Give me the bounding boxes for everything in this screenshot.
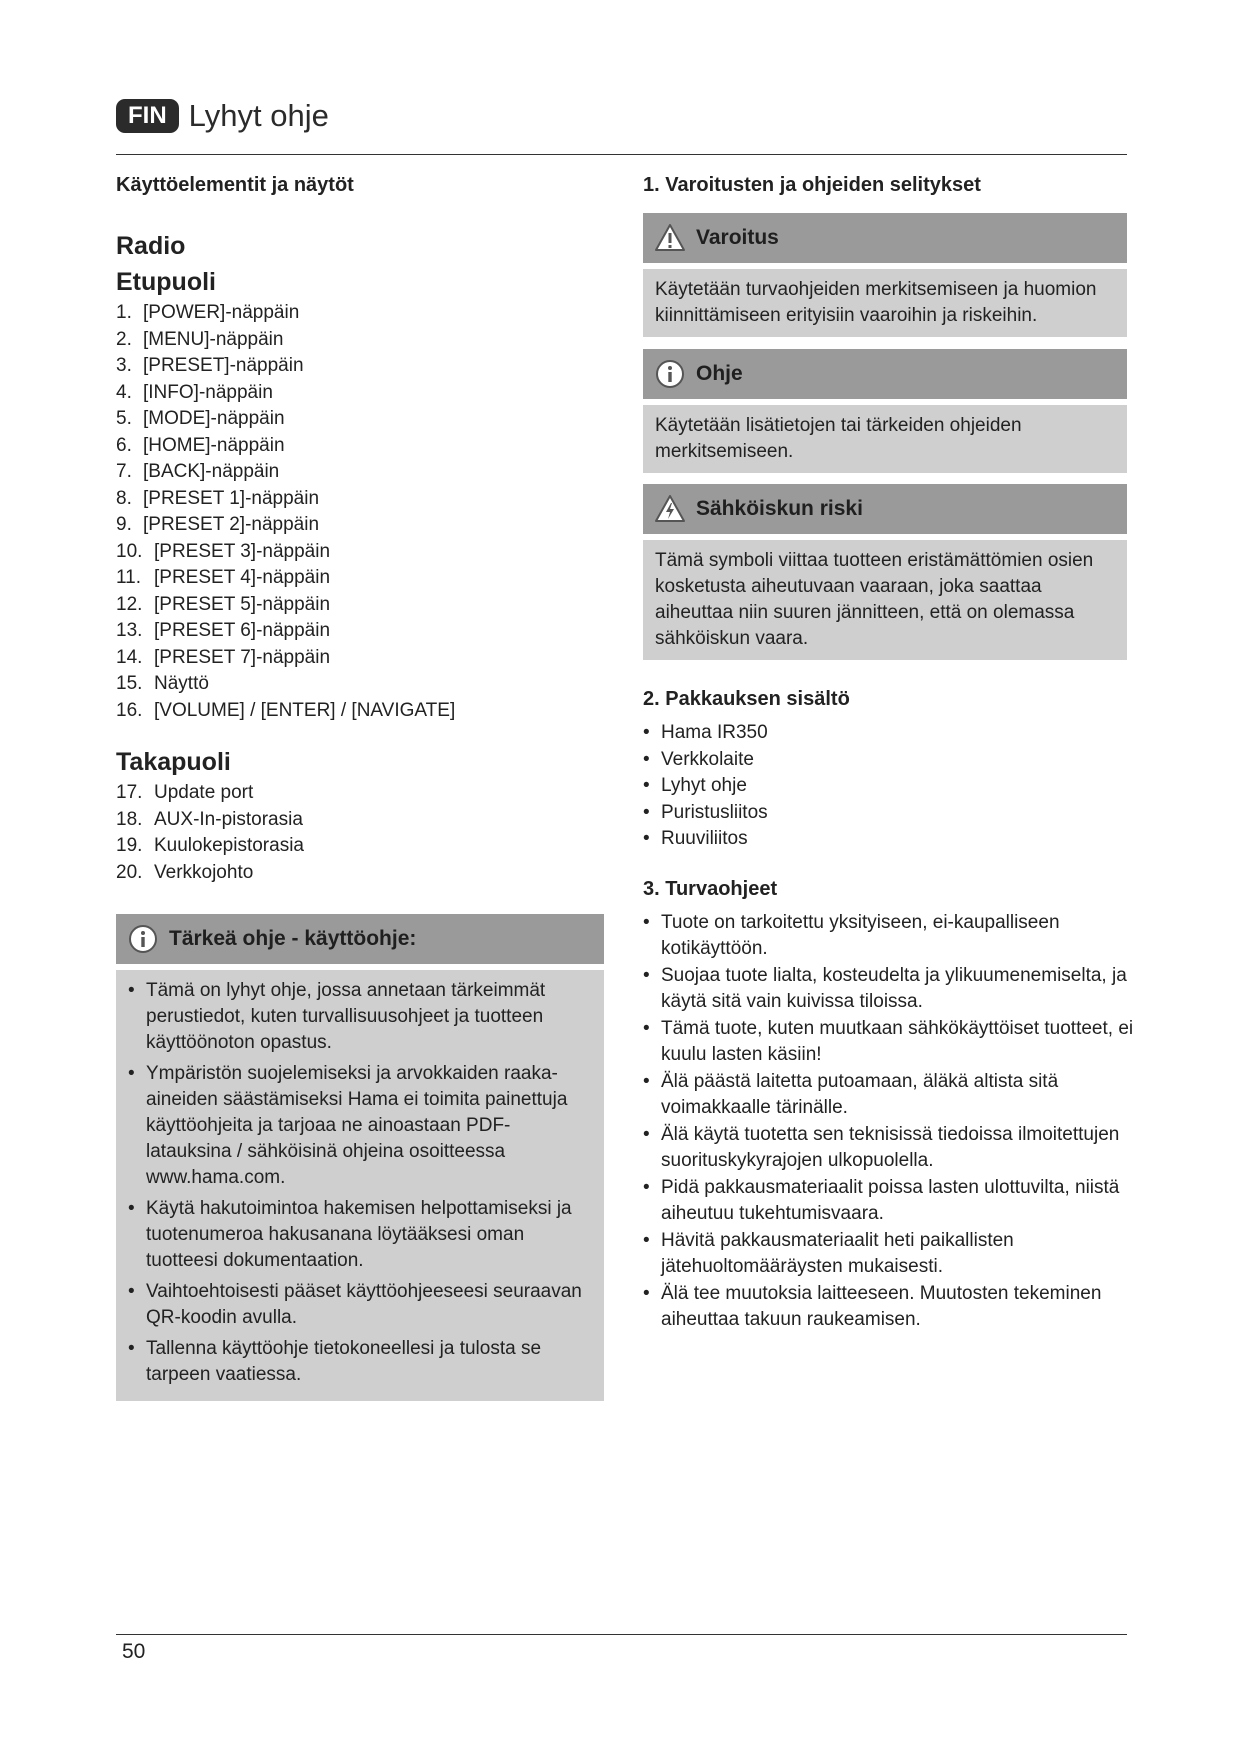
list-item: • Hävitä pakkausmateriaalit heti paikallisten jätehuoltomääräysten mukaisesti. [643,1228,1163,1279]
list-item: • Älä päästä laitetta putoamaan, äläkä altista sitä voimakkaalle tärinälle. [643,1069,1163,1120]
note-box [643,349,1127,473]
radio-heading: Radio [116,232,186,260]
front-heading: Etupuoli [116,268,216,296]
list-item: 2. [MENU]-näppäin [116,328,284,350]
list-item: • Tämä on lyhyt ohje, jossa annetaan tärkeimmät perustiedot, kuten turvallisuusohjeet ja tuotteen käyttöönoton opastus. [128,978,592,1056]
list-item: 6. [HOME]-näppäin [116,434,285,456]
list-item: • Suojaa tuote lialta, kosteudelta ja ylikuumenemiselta, ja käytä sitä vain kuivissa tiloissa. [643,963,1163,1014]
list-item: 16. [VOLUME] / [ENTER] / [NAVIGATE] [116,699,456,721]
list-item: • Ruuviliitos [643,826,1127,853]
package-section [643,684,1127,853]
note-title: Ohje [696,362,743,385]
list-item: 10. [PRESET 3]-näppäin [116,540,331,562]
right-column [643,170,1127,200]
left-column [116,170,604,886]
safety-list [643,910,1163,1332]
list-item: • Ympäristön suojelemiseksi ja arvokkaiden raaka-aineiden säästämiseksi Hama ei toimita painettuja käyttöohjeita ja tarjoaa ne ainoastaan PDF-latauksina / sähköisinä ohjeina osoitteessa www.hama.com. [128,1061,592,1191]
safety-section-title: 3. Turvaohjeet [643,878,778,900]
shock-risk-title: Sähköiskun riski [696,497,863,520]
list-item: • Lyhyt ohje [643,773,1127,800]
warning-title: Varoitus [696,226,779,249]
back-controls-list [116,780,604,886]
package-section-title: 2. Pakkauksen sisältö [643,688,850,710]
list-item: 7. [BACK]-näppäin [116,461,280,482]
important-note-title: Tärkeä ohje - käyttöohje: [169,927,417,950]
list-item: 18. AUX-In-pistorasia [116,808,303,830]
list-item: 15. Näyttö [116,673,209,694]
list-item: • Pidä pakkausmateriaalit poissa lasten ulottuvilta, niistä aiheutuu tukehtumisvaara. [643,1175,1163,1226]
warning-text: Käytetään turvaohjeiden merkitsemiseen ja huomion kiinnittämiseen erityisiin vaaroihin ja riskeihin. [643,269,1127,337]
list-item: 20. Verkkojohto [116,861,254,883]
list-item: 9. [PRESET 2]-näppäin [116,514,320,535]
list-item: 3. [PRESET]-näppäin [116,355,304,376]
package-list [643,720,1127,853]
list-item: 5. [MODE]-näppäin [116,408,285,429]
header-divider [116,154,1127,155]
page-header [116,96,329,136]
list-item: 12. [PRESET 5]-näppäin [116,593,331,615]
list-item: • Vaihtoehtoisesti pääset käyttöohjeeseesi seuraavan QR-koodin avulla. [128,1279,592,1331]
warning-box [643,213,1127,337]
important-note-box [116,914,604,1401]
shock-risk-box [643,484,1127,660]
shock-risk-text: Tämä symboli viittaa tuotteen eristämättömien osien kosketusta aiheutuvaan vaaraan, joka saattaa aiheuttaa niin suuren jännitteen, että on olemassa sähköiskun vaara. [643,540,1127,660]
list-item: • Verkkolaite [643,747,1127,774]
list-item: 13. [PRESET 6]-näppäin [116,620,331,641]
footer-divider [116,1634,1127,1635]
list-item: 17. Update port [116,782,254,803]
front-controls-list-cont [116,539,604,725]
list-item: 14. [PRESET 7]-näppäin [116,646,331,668]
list-item: • Tämä tuote, kuten muutkaan sähkökäyttöiset tuotteet, ei kuulu lasten käsiin! [643,1016,1163,1067]
important-note-header [116,914,604,964]
electric-shock-icon [654,493,686,525]
list-item: 11. [PRESET 4]-näppäin [116,567,331,588]
list-item: • Älä käytä tuotetta sen teknisissä tiedoissa ilmoitettujen suorituskykyrajojen ulkopuolella. [643,1122,1163,1173]
important-note-body [116,970,604,1401]
front-controls-list [116,300,604,539]
list-item: • Tallenna käyttöohje tietokoneellesi ja tulosta se tarpeen vaatiessa. [128,1336,592,1388]
list-item: • Älä tee muutoksia laitteeseen. Muutosten tekeminen aiheuttaa takuun raukeamisen. [643,1281,1163,1332]
list-item: • Tuote on tarkoitettu yksityiseen, ei-kaupalliseen kotikäyttöön. [643,910,1163,961]
shock-risk-header [643,484,1127,534]
symbols-section-title: 1. Varoitusten ja ohjeiden selitykset [643,174,981,196]
list-item: • Hama IR350 [643,720,1127,747]
note-text: Käytetään lisätietojen tai tärkeiden ohjeiden merkitsemiseen. [643,405,1127,473]
warning-header [643,213,1127,263]
list-item: • Puristusliitos [643,800,1127,827]
back-heading: Takapuoli [116,748,231,776]
info-icon [127,923,159,955]
safety-section [643,874,1163,1334]
language-badge: FIN [116,99,179,133]
page-number: 50 [122,1640,146,1663]
warning-icon [654,222,686,254]
controls-section-title: Käyttöelementit ja näytöt [116,174,354,196]
note-header [643,349,1127,399]
page-title: Lyhyt ohje [188,98,329,133]
list-item: 4. [INFO]-näppäin [116,381,273,403]
list-item: • Käytä hakutoimintoa hakemisen helpottamiseksi ja tuotenumeroa hakusanana löytääksesi oman tuotteesi dokumentaation. [128,1196,592,1274]
list-item: 19. Kuulokepistorasia [116,835,304,856]
list-item: 1. [POWER]-näppäin [116,302,300,323]
info-icon [654,358,686,390]
list-item: 8. [PRESET 1]-näppäin [116,487,320,509]
